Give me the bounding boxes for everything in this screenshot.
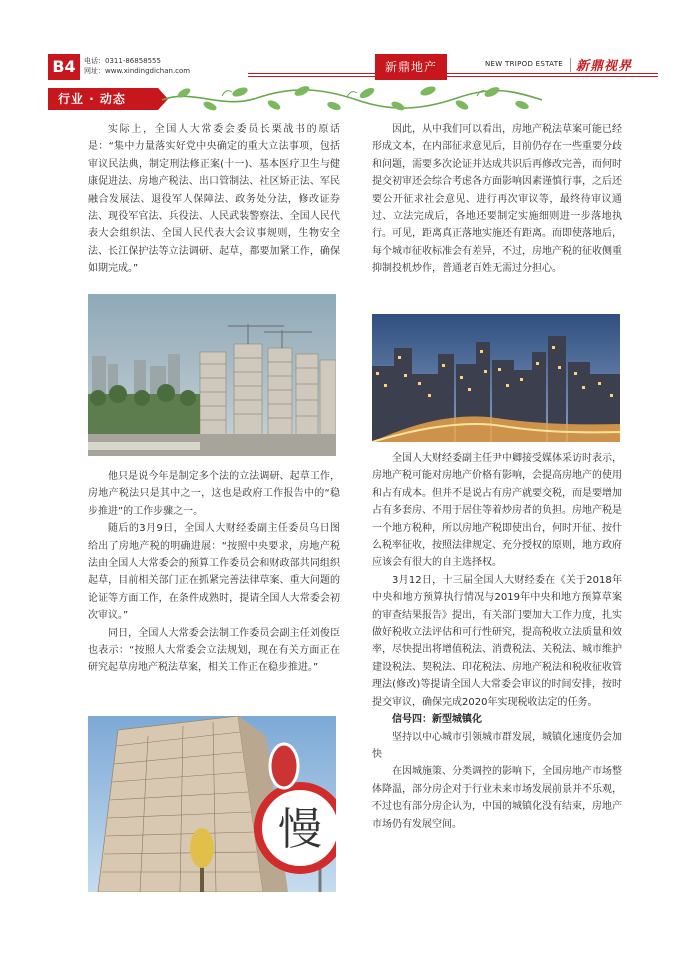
night-city-photo bbox=[372, 314, 620, 442]
right-paragraph-3: 3月12日，十三届全国人大财经委在《关于2018年中央和地方预算执行情况与2019年中央和地方预算草案的审查结果报告》提出，有关部门要加大工作力度，扎实做好税收立法评估和可行性研究，提高税收立法质量和效率，尽快提出将增值税法、消费税法、关税法、城市维护建设税法、契税法、印花税法、房地产税法和税收征收管理法(修改)等提请全国人大常委会审议的时间安排，按时提交审议，确保完成2020年实现税收法定的任务。 bbox=[372, 574, 622, 708]
page-number-badge: B4 bbox=[48, 54, 80, 80]
vine-ornament bbox=[162, 84, 542, 114]
header-rule-bottom bbox=[248, 76, 658, 77]
website-text: 网址：www.xindingdichan.com bbox=[84, 67, 191, 75]
right-paragraph-1: 因此，从中我们可以看出，房地产税法草案可能已经形成文本，在内部征求意见后，目前仍存在一些重要分歧和问题，需要多次论证并达成共识后再修改完善，而何时提交初审还会综合考虑各方面影响因素谨慎行事，之后还要公开征求社会意见、进行再次审议等，最终待审议通过、立法完成后，各地还要制定实施细则进一步落地执行。可见，距离真正落地实施还有距离。而即使落地后，每个城市征收标准会有差异，不过，房地产税的征收侧重抑制投机炒作，普通老百姓无需过分担心。 bbox=[372, 124, 622, 275]
magazine-name-box: 新鼎地产 bbox=[375, 54, 447, 80]
signal-four-subheading: 信号四：新型城镇化 bbox=[392, 714, 482, 726]
right-paragraph-4: 坚持以中心城市引领城市群发展，城镇化速度仍会加快 bbox=[372, 731, 622, 760]
section-label: 行业 · 动态 bbox=[48, 88, 158, 110]
column-brand-logo: 新鼎视界 bbox=[576, 59, 633, 74]
right-column-bottom bbox=[372, 450, 622, 833]
city-construction-photo bbox=[88, 294, 336, 456]
phone-text: 电话：0311-86858555 bbox=[84, 57, 161, 65]
left-column-middle bbox=[88, 468, 340, 677]
slow-sign-building-photo bbox=[88, 716, 336, 892]
contact-info bbox=[84, 56, 190, 76]
english-title: NEW TRIPOD ESTATE bbox=[485, 60, 563, 68]
left-paragraph-2: 他只是说今年是制定多个法的立法调研、起草工作，房地产税法只是其中之一，这也是政府工作报告中的“稳步推进”的工作步骤之一。 bbox=[88, 471, 340, 517]
left-column-top bbox=[88, 121, 340, 278]
slow-sign-text: 慢 bbox=[278, 804, 322, 855]
right-column-top bbox=[372, 121, 622, 278]
left-paragraph-1: 实际上，全国人大常委会委员长栗战书的原话是：“集中力量落实好党中央确定的重大立法事项，包括审议民法典，制定刑法修正案(十一)、基本医疗卫生与健康促进法、房地产税法、出口管制法、社区矫正法、军民融合发展法、退役军人保障法、政务处分法，修改证券法、现役军官法、兵役法、人民武装警察法、全国人民代表大会组织法、全国人民代表大会议事规则，生物安全法、长江保护法等立法调研、起草，都要加紧工作，确保如期完成。” bbox=[88, 124, 340, 275]
left-paragraph-3: 随后的3月9日，全国人大财经委副主任委员乌日图给出了房地产税的明确进展：“按照中央要求，房地产税法由全国人大常委会的预算工作委员会和财政部共同组织起草，目前相关部门正在抓紧完善法律草案、重大问题的论证等方面工作，在条件成熟时，提请全国人大常委会初次审议。” bbox=[88, 523, 340, 622]
right-paragraph-5: 在因城施策、分类调控的影响下，全国房地产市场整体降温，部分房企对于行业未来市场发展前景并不乐观，不过也有部分房企认为，中国的城镇化没有结束，房地产市场仍有发展空间。 bbox=[372, 766, 622, 830]
left-paragraph-4: 同日，全国人大常委会法制工作委员会副主任刘俊臣也表示：“按照人大常委会立法规划，现在有关方面正在研究起草房地产税法草案，相关工作正在稳步推进。” bbox=[88, 627, 340, 674]
brand-divider bbox=[570, 58, 571, 72]
page-header bbox=[48, 54, 658, 80]
right-paragraph-2: 全国人大财经委副主任尹中卿接受媒体采访时表示，房地产税可能对房地产价格有影响，会提高房地产的使用和占有成本。但并不是说占有房产就要交税，而是要增加占有多套房、不用于居住等着炒房者的负担。房地产税是一个地方税种，所以房地产税即使出台，何时开征、按什么税率征收，按照法律规定、充分授权的原则，地方政府应该会有很大的自主选择权。 bbox=[372, 453, 622, 569]
